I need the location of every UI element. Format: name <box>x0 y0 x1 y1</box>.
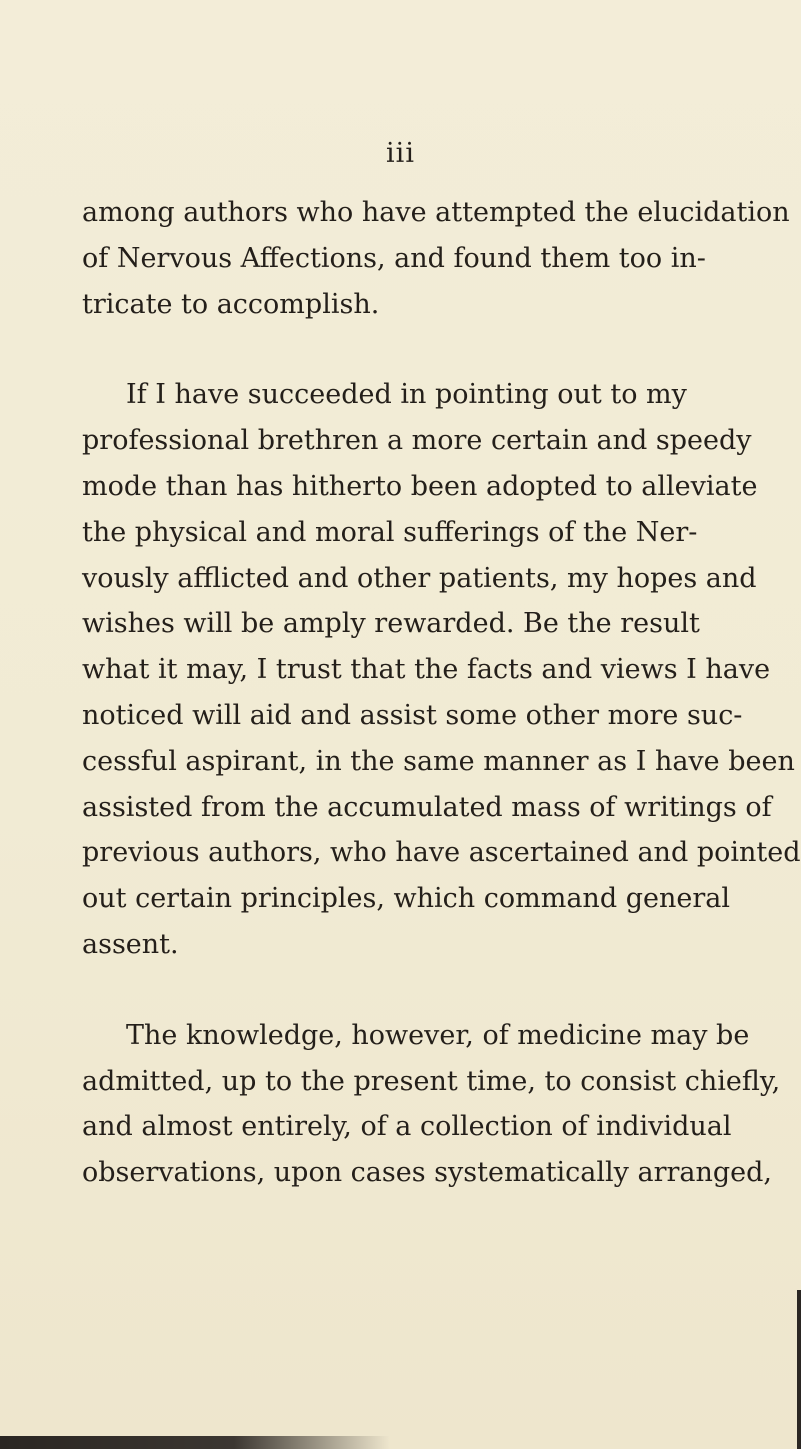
text-line: wishes will be amply rewarded. Be the result <box>82 608 700 640</box>
text-line: cessful aspirant, in the same manner as I have been <box>82 745 795 777</box>
text-line: previous authors, who have ascertained and pointed <box>82 837 801 869</box>
text-line: noticed will aid and assist some other more suc- <box>82 699 743 731</box>
page-right-edge <box>797 1290 801 1449</box>
text-line: out certain principles, which command general <box>82 883 730 915</box>
text-line: assisted from the accumulated mass of writings of <box>82 791 772 823</box>
text-line: tricate to accomplish. <box>82 288 380 320</box>
text-line: of Nervous Affections, and found them too in- <box>82 242 706 274</box>
text-line: the physical and moral sufferings of the Ner- <box>82 516 698 548</box>
text-line: admitted, up to the present time, to consist chiefly, <box>82 1065 781 1097</box>
paragraph-2 <box>82 372 801 967</box>
text-line: what it may, I trust that the facts and views I have <box>82 654 771 686</box>
text-line: mode than has hitherto been adopted to alleviate <box>82 470 758 502</box>
text-line: professional brethren a more certain and speedy <box>82 425 752 457</box>
text-line: assent. <box>82 928 179 960</box>
page-number: iii <box>386 138 415 169</box>
text-line: If I have succeeded in pointing out to my <box>126 379 687 411</box>
text-line: among authors who have attempted the elucidation <box>82 197 790 228</box>
text-line: observations, upon cases systematically arranged, <box>82 1157 773 1189</box>
text-line: and almost entirely, of a collection of individual <box>82 1111 732 1143</box>
page-bottom-edge <box>0 1436 390 1449</box>
text-line: The knowledge, however, of medicine may be <box>126 1019 750 1051</box>
body-text <box>82 190 801 1196</box>
paragraph-3 <box>82 1013 781 1196</box>
text-line: vously afflicted and other patients, my hopes and <box>82 562 757 594</box>
paragraph-1 <box>82 190 790 327</box>
